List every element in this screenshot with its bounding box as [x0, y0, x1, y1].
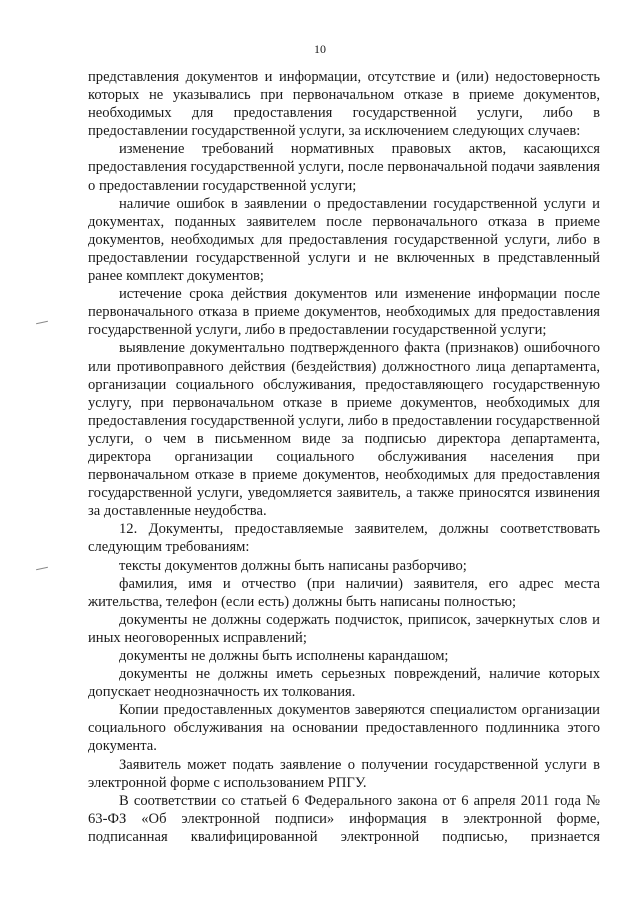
paragraph: изменение требований нормативных правовых актов, касающихся предоставления государственной услуги, после первоначальной подачи заявления о предоставлении государственной услуги; [88, 141, 600, 194]
paragraph: истечение срока действия документов или изменение информации после первоначального отказа в приеме документов, необходимых для предоставления государственной услуги, либо в предоставлении государственной услуги; [88, 286, 600, 339]
paragraph: Заявитель может подать заявление о получении государственной услуги в электронной форме с использованием РПГУ. [88, 756, 600, 791]
paragraph: Копии предоставленных документов заверяются специалистом организации социального обслуживания на основании предоставленного подлинника этого документа. [88, 702, 600, 755]
paragraph: документы не должны быть исполнены карандашом; [119, 648, 449, 664]
paragraph: документы не должны иметь серьезных повреждений, наличие которых допускает неоднозначность их толкования. [88, 666, 600, 701]
page-number: 10 [314, 42, 326, 56]
paragraph: наличие ошибок в заявлении о предоставлении государственной услуги и документах, поданных заявителем после первоначального отказа в приеме документов, необходимых для предоставления государственной услуги, либо в предоставлении государственной услуги и не включенных в представленный ранее комплект документов; [88, 195, 600, 285]
scan-mark [36, 567, 48, 570]
paragraph: 12. Документы, предоставляемые заявителем, должны соответствовать следующим требованиям: [88, 521, 600, 556]
paragraph: выявление документально подтвержденного факта (признаков) ошибочного или противоправного действия (бездействия) должностного лица департамента, организации социального обслуживания, предоставляющего государственную услугу, при первоначальном отказе в приеме документов, необходимых для предоставления государственной услуги, либо в предоставлении государственной услуги, о чем в письменном виде за подписью директора департамента, директора организации социального обслуживания населения при первоначальном отказе в приеме документов, необходимых для предоставления государственной услуги, уведомляется заявитель, а также приносятся извинения за доставленные неудобства. [88, 340, 600, 520]
scan-mark [36, 321, 48, 324]
document-body [88, 68, 600, 846]
paragraph: представления документов и информации, отсутствие и (или) недостоверность которых не указывались при первоначальном отказе в приеме документов, необходимых для предоставления государственной услуги, либо в предоставлении государственной услуги, за исключением следующих случаев: [88, 69, 600, 140]
paragraph: фамилия, имя и отчество (при наличии) заявителя, его адрес места жительства, телефон (если есть) должны быть написаны полностью; [88, 575, 600, 610]
paragraph: тексты документов должны быть написаны разборчиво; [119, 557, 467, 574]
paragraph: В соответствии со статьей 6 Федерального закона от 6 апреля 2011 года № 63-ФЗ «Об электронной подписи» информация в электронной форме, подписанная квалифицированной электронной подписью, признается [88, 792, 600, 845]
paragraph: документы не должны содержать подчисток, приписок, зачеркнутых слов и иных неоговоренных исправлений; [88, 611, 600, 646]
